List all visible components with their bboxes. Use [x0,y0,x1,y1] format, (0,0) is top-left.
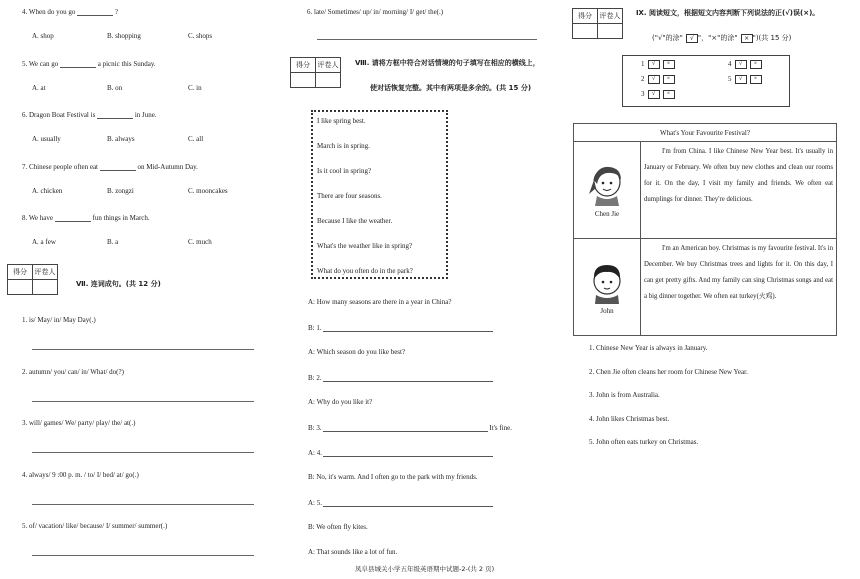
mc-question-5 [22,59,156,68]
score-label: 得分 [291,58,316,73]
sentence-choice-box [311,110,448,279]
option-a[interactable]: A. at [32,83,46,92]
score-table-8 [290,57,341,88]
answer-line-6[interactable] [317,38,537,40]
answer-grid-item [641,75,675,84]
answer-grid-item [728,75,762,84]
scramble-sentence-2: 2. autumn/ you/ can/ in/ What/ do(?) [22,367,124,376]
true-false-statement: 1. Chinese New Year is always in January. [589,344,708,352]
cross-box-icon[interactable]: × [663,60,675,69]
dialog-text: B: 3. [308,424,322,432]
dialog-blank[interactable] [323,423,488,432]
question-text-after: a picnic this Sunday. [97,59,156,68]
answer-grid-item [641,60,675,69]
option-c[interactable]: C. shops [188,32,213,40]
dialog-text: A: Which season do you like best? [308,348,406,356]
question-blank[interactable] [100,162,136,171]
dialog-blank[interactable] [323,323,493,332]
true-false-statement: 2. Chen Jie often cleans her room for Chinese New Year. [589,367,748,376]
dialog-line [308,548,397,556]
option-c[interactable]: C. mooncakes [188,186,228,195]
section-8-title-line1: Ⅷ. 请将方框中符合对话情境的句子填写在相应的横线上， [355,59,540,67]
dialog-line [308,523,368,531]
question-text-after: on Mid-Autumn Day. [137,162,198,171]
choice-sentence: What's the weather like in spring? [317,242,413,250]
answer-number: 5 [728,75,732,84]
dialog-line [308,423,512,432]
chen-jie-portrait [574,142,641,239]
score-table-7 [7,264,58,295]
option-c[interactable]: C. all [188,135,204,143]
passage-title: What's Your Favourite Festival? [574,124,837,142]
girl-avatar-icon [585,162,629,208]
dialog-blank[interactable] [323,373,493,382]
question-number: 8. [22,214,28,222]
question-number: 6. [22,111,28,119]
option-a[interactable]: A. a few [32,238,56,246]
reading-passage-table [573,123,837,336]
dialog-line [308,398,372,406]
john-text: I'm an American boy. Christmas is my favourite festival. It's in December. We buy Christmas trees and lights for it. On this day, I can get pretty gifts. And my family can sing Christmas songs and eat a big dinner together. We often eat turkey(火鸡). [641,239,837,336]
option-b[interactable]: B. on [107,83,123,92]
check-box-icon[interactable]: √ [735,75,747,84]
grader-cell[interactable] [316,73,341,88]
mc-question-7 [22,162,198,171]
grader-cell[interactable] [33,280,58,295]
option-a[interactable]: A. usually [32,135,61,143]
option-b[interactable]: B. always [107,135,135,143]
score-table-9 [572,8,623,39]
section-7-title: Ⅶ. 连词成句。(共 12 分) [76,280,161,288]
dialog-line [308,498,493,507]
option-a[interactable]: A. shop [32,32,54,40]
page-footer: 凤阜县城关小学五年级英语期中试题-2-(共 2 页) [355,565,495,573]
answer-number: 4 [728,60,732,69]
dialog-line [308,473,478,481]
score-label: 得分 [573,9,598,24]
question-text-before: We can go [28,59,59,68]
choice-sentence: I like spring best. [317,117,366,125]
question-number: 5. [22,59,28,68]
question-blank[interactable] [97,110,133,119]
check-box-icon[interactable]: √ [648,60,660,69]
dialog-text: B: We often fly kites. [308,523,368,531]
choice-sentence: There are four seasons. [317,192,382,200]
choice-sentence: Is it cool in spring? [317,167,372,175]
option-c[interactable]: C. much [188,238,212,246]
score-cell[interactable] [573,24,598,39]
question-text-before: Dragon Boat Festival is [29,111,96,119]
john-name: John [600,307,614,315]
dialog-line [308,448,493,457]
true-false-statement: 3. John is from Australia. [589,391,660,399]
question-number: 4. [22,8,28,16]
question-text-after: ? [114,8,118,16]
mc-question-8 [22,213,150,222]
grader-label: 评卷人 [598,9,623,24]
dialog-line [308,323,493,332]
sentence-6: 6. late/ Sometimes/ up/ in/ morning/ I/ get/ the(.) [307,8,444,16]
check-box-icon: √ [686,34,698,43]
dialog-text: A: How many seasons are there in a year in China? [308,298,452,306]
dialog-blank[interactable] [323,448,493,457]
section-9-title: Ⅸ. 阅读短文，根据短文内容判断下列说法的正(√)误(×)。 [636,9,820,17]
dialog-text: A: 4. [308,449,322,457]
chen-jie-name: Chen Jie [594,210,620,218]
question-blank[interactable] [60,59,96,68]
check-box-icon[interactable]: √ [648,75,660,84]
choice-sentence: What do you often do in the park? [317,267,413,275]
dialog-text: B: No, it's warm. And I often go to the park with my friends. [308,473,478,481]
boy-avatar-icon [585,259,629,305]
cross-box-icon: × [741,34,753,43]
answer-grid-item [728,60,762,69]
check-box-icon[interactable]: √ [735,60,747,69]
cross-box-icon[interactable]: × [663,75,675,84]
answer-line[interactable] [32,451,254,453]
answer-line[interactable] [32,503,254,505]
john-portrait [574,239,641,336]
dialog-text-after: It's fine. [489,424,513,432]
option-b[interactable]: B. zongzi [107,186,134,195]
option-a[interactable]: A. chicken [32,186,63,195]
dialog-line [308,373,493,382]
score-cell[interactable] [8,280,33,295]
answer-number: 1 [641,60,645,69]
dialog-line [308,348,405,356]
grader-label: 评卷人 [316,58,341,73]
choice-sentence: Because I like the weather. [317,217,393,225]
check-box-icon[interactable]: √ [648,90,660,99]
dialog-text: A: 5. [308,499,322,507]
score-cell[interactable] [291,73,316,88]
dialog-line [308,298,451,306]
grader-cell[interactable] [598,24,623,39]
cross-box-icon[interactable]: × [750,60,762,69]
answer-number: 2 [641,75,645,84]
dialog-blank[interactable] [323,498,493,507]
scramble-sentence-3: 3. will/ games/ We/ party/ play/ the/ at(.) [22,419,136,427]
cross-box-icon[interactable]: × [663,90,675,99]
cross-box-icon[interactable]: × [750,75,762,84]
dialog-text: B: 2. [308,374,322,382]
true-false-statement: 4. John likes Christmas best. [589,414,670,423]
question-blank[interactable] [77,7,113,16]
scramble-sentence-1: 1. is/ May/ in/ May Day(.) [22,316,96,324]
question-text-before: When do you go [28,8,76,16]
answer-line[interactable] [32,348,254,350]
question-text-before: Chinese people often eat [29,162,99,171]
question-text-after: in June. [134,111,157,119]
section-9-instruction: ("√"的涂" √ "，"×"的涂" × ")(共 15 分) [652,34,792,42]
chen-jie-text: I'm from China. I like Chinese New Year best. It's usually in January or February. We often buy new clothes and clean our rooms for it. On the day, I visit my family and friends. We often eat dumplings for dinner. They're delicious. [641,142,837,239]
answer-line[interactable] [32,554,254,556]
mc-question-6 [22,110,157,119]
grader-label: 评卷人 [33,265,58,280]
answer-number: 3 [641,90,645,99]
dialog-text: A: Why do you like it? [308,398,373,406]
question-number: 7. [22,162,28,171]
dialog-text: A: That sounds like a lot of fun. [308,548,398,556]
option-b[interactable]: B. a [107,238,119,246]
choice-sentence: March is in spring. [317,142,370,150]
true-false-statement: 5. John often eats turkey on Christmas. [589,438,699,446]
mc-question-4 [22,7,118,16]
question-text-before: We have [28,214,53,222]
section-8-title-line2: 使对话恢复完整。其中有两项是多余的。(共 15 分) [370,84,532,92]
answer-grid-item [641,90,675,99]
option-b[interactable]: B. shopping [107,32,141,40]
scramble-sentence-5: 5. of/ vacation/ like/ because/ I/ summer/ summer(.) [22,522,168,530]
question-blank[interactable] [55,213,91,222]
option-c[interactable]: C. in [188,83,202,92]
answer-line[interactable] [32,400,254,402]
score-label: 得分 [8,265,33,280]
scramble-sentence-4: 4. always/ 9 :00 p. m. / to/ I/ bed/ at/ go(.) [22,470,139,479]
dialog-text: B: 1. [308,324,322,332]
question-text-after: fun things in March. [92,214,150,222]
answer-grid [622,55,790,107]
